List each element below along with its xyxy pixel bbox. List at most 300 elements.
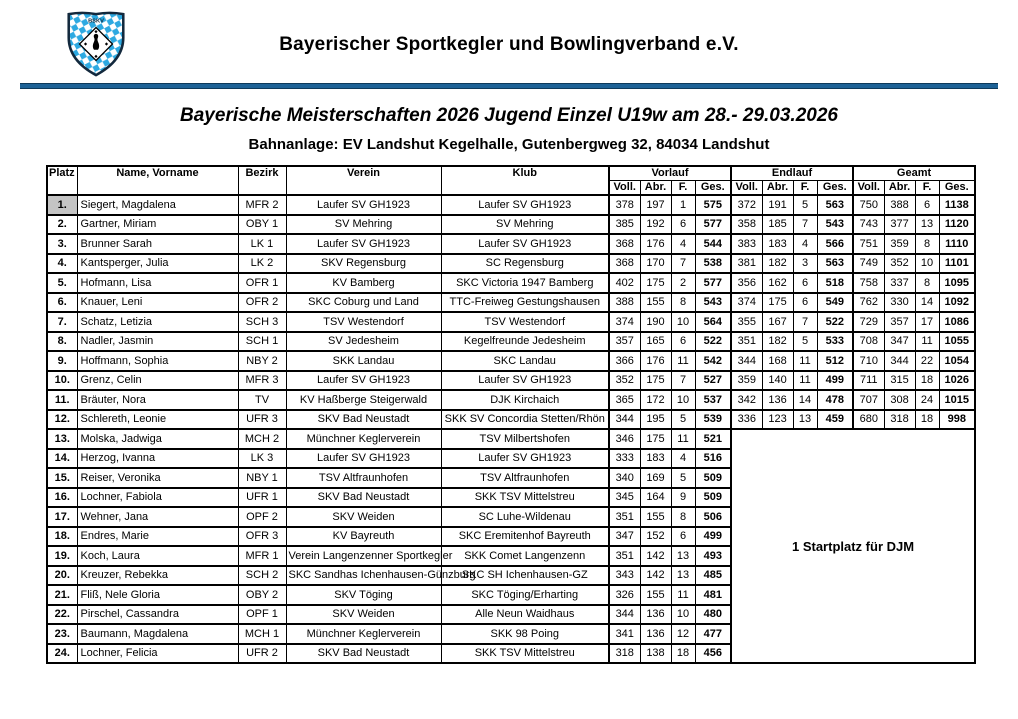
- verein-cell: KV Bayreuth: [286, 527, 441, 547]
- score-cell-vorlauf: 155: [640, 585, 671, 605]
- name-cell: Lochner, Fabiola: [77, 488, 238, 508]
- bezirk-cell: OPF 1: [238, 605, 286, 625]
- score-cell-vorlauf: 7: [671, 254, 695, 274]
- verein-cell: SKK Landau: [286, 351, 441, 371]
- score-cell-vorlauf: 564: [695, 312, 731, 332]
- bezirk-cell: UFR 2: [238, 644, 286, 664]
- score-cell-endlauf: 381: [731, 254, 762, 274]
- klub-cell: Laufer SV GH1923: [441, 195, 609, 215]
- score-cell-vorlauf: 516: [695, 449, 731, 469]
- name-cell: Hoffmann, Sophia: [77, 351, 238, 371]
- score-cell-endlauf: 518: [817, 273, 853, 293]
- bezirk-cell: MFR 2: [238, 195, 286, 215]
- score-cell-vorlauf: 480: [695, 605, 731, 625]
- score-cell-gesamt: 18: [915, 410, 939, 430]
- platz-cell: 12.: [47, 410, 77, 430]
- score-cell-vorlauf: 456: [695, 644, 731, 664]
- score-cell-gesamt: 347: [884, 332, 915, 352]
- score-cell-vorlauf: 1: [671, 195, 695, 215]
- column-group-vorlauf: Vorlauf: [609, 166, 731, 181]
- score-cell-gesamt: 6: [915, 195, 939, 215]
- verein-cell: KV Bamberg: [286, 273, 441, 293]
- venue-line: Bahnanlage: EV Landshut Kegelhalle, Gutenbergweg 32, 84034 Landshut: [248, 136, 770, 153]
- verein-cell: SKV Weiden: [286, 605, 441, 625]
- platz-cell: 16.: [47, 488, 77, 508]
- bezirk-cell: MFR 3: [238, 371, 286, 391]
- score-cell-vorlauf: 197: [640, 195, 671, 215]
- subcolumn-header: F.: [915, 181, 939, 196]
- score-cell-gesamt: 318: [884, 410, 915, 430]
- score-cell-vorlauf: 11: [671, 585, 695, 605]
- column-group-geamt: Geamt: [853, 166, 975, 181]
- score-cell-gesamt: 1095: [939, 273, 975, 293]
- score-cell-vorlauf: 538: [695, 254, 731, 274]
- score-cell-gesamt: 18: [915, 371, 939, 391]
- verein-cell: SKV Bad Neustadt: [286, 410, 441, 430]
- table-row: [47, 390, 975, 410]
- bezirk-cell: MFR 1: [238, 546, 286, 566]
- klub-cell: SKC Landau: [441, 351, 609, 371]
- score-cell-vorlauf: 10: [671, 390, 695, 410]
- score-cell-vorlauf: 2: [671, 273, 695, 293]
- score-cell-vorlauf: 346: [609, 429, 640, 449]
- bezirk-cell: SCH 2: [238, 566, 286, 586]
- name-cell: Nadler, Jasmin: [77, 332, 238, 352]
- table-row: [47, 429, 975, 449]
- bskv-logo-icon: [64, 11, 128, 77]
- klub-cell: TSV Westendorf: [441, 312, 609, 332]
- org-title: Bayerischer Sportkegler und Bowlingverband e.V.: [279, 34, 739, 55]
- score-cell-gesamt: 337: [884, 273, 915, 293]
- name-cell: Lochner, Felicia: [77, 644, 238, 664]
- score-cell-vorlauf: 341: [609, 624, 640, 644]
- header-divider: [20, 83, 998, 89]
- score-cell-vorlauf: 539: [695, 410, 731, 430]
- score-cell-endlauf: 11: [793, 351, 817, 371]
- score-cell-endlauf: 336: [731, 410, 762, 430]
- bezirk-cell: OBY 2: [238, 585, 286, 605]
- score-cell-vorlauf: 152: [640, 527, 671, 547]
- score-cell-vorlauf: 6: [671, 332, 695, 352]
- bezirk-cell: SCH 1: [238, 332, 286, 352]
- score-cell-gesamt: 729: [853, 312, 884, 332]
- platz-cell: 22.: [47, 605, 77, 625]
- bezirk-cell: OFR 3: [238, 527, 286, 547]
- verein-cell: SV Mehring: [286, 215, 441, 235]
- klub-cell: DJK Kirchaich: [441, 390, 609, 410]
- score-cell-vorlauf: 195: [640, 410, 671, 430]
- score-cell-vorlauf: 388: [609, 293, 640, 313]
- score-cell-vorlauf: 402: [609, 273, 640, 293]
- results-table: [46, 165, 976, 664]
- klub-cell: Laufer SV GH1923: [441, 449, 609, 469]
- bezirk-cell: LK 3: [238, 449, 286, 469]
- klub-cell: SC Luhe-Wildenau: [441, 507, 609, 527]
- score-cell-vorlauf: 351: [609, 546, 640, 566]
- score-cell-vorlauf: 344: [609, 410, 640, 430]
- score-cell-vorlauf: 352: [609, 371, 640, 391]
- platz-cell: 13.: [47, 429, 77, 449]
- table-row: [47, 195, 975, 215]
- name-cell: Siegert, Magdalena: [77, 195, 238, 215]
- klub-cell: SKK TSV Mittelstreu: [441, 488, 609, 508]
- score-cell-endlauf: 123: [762, 410, 793, 430]
- column-header-platz: Platz: [47, 166, 77, 195]
- verein-cell: SKV Weiden: [286, 507, 441, 527]
- platz-cell: 10.: [47, 371, 77, 391]
- verein-cell: Laufer SV GH1923: [286, 449, 441, 469]
- score-cell-vorlauf: 136: [640, 605, 671, 625]
- name-cell: Bräuter, Nora: [77, 390, 238, 410]
- score-cell-endlauf: 374: [731, 293, 762, 313]
- score-cell-endlauf: 359: [731, 371, 762, 391]
- event-title: Bayerische Meisterschaften 2026 Jugend Einzel U19w am 28.- 29.03.2026: [180, 105, 838, 126]
- column-header-name: Name, Vorname: [77, 166, 238, 195]
- platz-cell: 24.: [47, 644, 77, 664]
- verein-cell: SKV Bad Neustadt: [286, 644, 441, 664]
- score-cell-vorlauf: 537: [695, 390, 731, 410]
- score-cell-endlauf: 499: [817, 371, 853, 391]
- score-cell-vorlauf: 509: [695, 488, 731, 508]
- score-cell-endlauf: 175: [762, 293, 793, 313]
- score-cell-vorlauf: 138: [640, 644, 671, 664]
- platz-cell: 1.: [47, 195, 77, 215]
- score-cell-endlauf: 358: [731, 215, 762, 235]
- klub-cell: TSV Milbertshofen: [441, 429, 609, 449]
- klub-cell: Alle Neun Waidhaus: [441, 605, 609, 625]
- table-row: [47, 332, 975, 352]
- header-row-groups: [47, 166, 975, 181]
- score-cell-vorlauf: 522: [695, 332, 731, 352]
- bezirk-cell: TV: [238, 390, 286, 410]
- platz-cell: 15.: [47, 468, 77, 488]
- score-cell-gesamt: 22: [915, 351, 939, 371]
- verein-cell: SKV Bad Neustadt: [286, 488, 441, 508]
- score-cell-vorlauf: 368: [609, 254, 640, 274]
- score-cell-vorlauf: 477: [695, 624, 731, 644]
- score-cell-endlauf: 7: [793, 312, 817, 332]
- score-cell-endlauf: 136: [762, 390, 793, 410]
- score-cell-endlauf: 5: [793, 332, 817, 352]
- verein-cell: Laufer SV GH1923: [286, 234, 441, 254]
- score-cell-vorlauf: 575: [695, 195, 731, 215]
- score-cell-vorlauf: 18: [671, 644, 695, 664]
- score-cell-vorlauf: 10: [671, 312, 695, 332]
- score-cell-endlauf: 7: [793, 215, 817, 235]
- score-cell-vorlauf: 169: [640, 468, 671, 488]
- score-cell-endlauf: 566: [817, 234, 853, 254]
- score-cell-endlauf: 182: [762, 254, 793, 274]
- score-cell-gesamt: 377: [884, 215, 915, 235]
- score-cell-vorlauf: 485: [695, 566, 731, 586]
- table-row: [47, 215, 975, 235]
- score-cell-vorlauf: 5: [671, 468, 695, 488]
- name-cell: Grenz, Celin: [77, 371, 238, 391]
- score-cell-endlauf: 478: [817, 390, 853, 410]
- klub-cell: TSV Altfraunhofen: [441, 468, 609, 488]
- klub-cell: SKC Töging/Erharting: [441, 585, 609, 605]
- name-cell: Herzog, Ivanna: [77, 449, 238, 469]
- score-cell-endlauf: 6: [793, 293, 817, 313]
- score-cell-gesamt: 8: [915, 273, 939, 293]
- score-cell-vorlauf: 175: [640, 429, 671, 449]
- score-cell-gesamt: 1026: [939, 371, 975, 391]
- score-cell-gesamt: 1015: [939, 390, 975, 410]
- verein-cell: Münchner Keglerverein: [286, 429, 441, 449]
- score-cell-gesamt: 308: [884, 390, 915, 410]
- score-cell-vorlauf: 175: [640, 371, 671, 391]
- bezirk-cell: OPF 2: [238, 507, 286, 527]
- score-cell-vorlauf: 378: [609, 195, 640, 215]
- score-cell-gesamt: 743: [853, 215, 884, 235]
- score-cell-endlauf: 351: [731, 332, 762, 352]
- score-cell-vorlauf: 192: [640, 215, 671, 235]
- score-cell-vorlauf: 544: [695, 234, 731, 254]
- score-cell-vorlauf: 493: [695, 546, 731, 566]
- logo-letters: BSKV: [88, 18, 104, 25]
- table-row: [47, 351, 975, 371]
- score-cell-vorlauf: 142: [640, 546, 671, 566]
- score-cell-vorlauf: 351: [609, 507, 640, 527]
- score-cell-vorlauf: 345: [609, 488, 640, 508]
- platz-cell: 17.: [47, 507, 77, 527]
- platz-cell: 18.: [47, 527, 77, 547]
- score-cell-vorlauf: 12: [671, 624, 695, 644]
- score-cell-gesamt: 1092: [939, 293, 975, 313]
- verein-cell: TSV Altfraunhofen: [286, 468, 441, 488]
- verein-cell: SKC Sandhas Ichenhausen-Günzburg: [286, 566, 441, 586]
- table-row: [47, 371, 975, 391]
- score-cell-vorlauf: 509: [695, 468, 731, 488]
- score-cell-vorlauf: 326: [609, 585, 640, 605]
- klub-cell: SKC Victoria 1947 Bamberg: [441, 273, 609, 293]
- verein-cell: SKV Töging: [286, 585, 441, 605]
- platz-cell: 14.: [47, 449, 77, 469]
- klub-cell: SC Regensburg: [441, 254, 609, 274]
- name-cell: Fliß, Nele Gloria: [77, 585, 238, 605]
- score-cell-vorlauf: 340: [609, 468, 640, 488]
- subcolumn-header: F.: [671, 181, 695, 196]
- score-cell-endlauf: 167: [762, 312, 793, 332]
- score-cell-vorlauf: 521: [695, 429, 731, 449]
- masthead: [0, 0, 1018, 80]
- table-row: [47, 312, 975, 332]
- score-cell-endlauf: 372: [731, 195, 762, 215]
- bezirk-cell: NBY 2: [238, 351, 286, 371]
- verein-cell: Laufer SV GH1923: [286, 195, 441, 215]
- bezirk-cell: OBY 1: [238, 215, 286, 235]
- bezirk-cell: UFR 3: [238, 410, 286, 430]
- score-cell-endlauf: 183: [762, 234, 793, 254]
- name-cell: Knauer, Leni: [77, 293, 238, 313]
- subcolumn-header: Abr.: [762, 181, 793, 196]
- score-cell-gesamt: 708: [853, 332, 884, 352]
- table-row: [47, 293, 975, 313]
- score-cell-gesamt: 344: [884, 351, 915, 371]
- bezirk-cell: MCH 2: [238, 429, 286, 449]
- score-cell-endlauf: 563: [817, 254, 853, 274]
- score-cell-gesamt: 680: [853, 410, 884, 430]
- name-cell: Schatz, Letizia: [77, 312, 238, 332]
- column-header-klub: Klub: [441, 166, 609, 195]
- score-cell-gesamt: 1120: [939, 215, 975, 235]
- score-cell-vorlauf: 333: [609, 449, 640, 469]
- subcolumn-header: Voll.: [853, 181, 884, 196]
- score-cell-vorlauf: 6: [671, 527, 695, 547]
- name-cell: Baumann, Magdalena: [77, 624, 238, 644]
- score-cell-endlauf: 191: [762, 195, 793, 215]
- score-cell-vorlauf: 165: [640, 332, 671, 352]
- name-cell: Koch, Laura: [77, 546, 238, 566]
- score-cell-vorlauf: 164: [640, 488, 671, 508]
- score-cell-vorlauf: 527: [695, 371, 731, 391]
- verein-cell: TSV Westendorf: [286, 312, 441, 332]
- score-cell-vorlauf: 357: [609, 332, 640, 352]
- platz-cell: 7.: [47, 312, 77, 332]
- startplatz-note: 1 Startplatz für DJM: [731, 429, 975, 663]
- score-cell-endlauf: 140: [762, 371, 793, 391]
- score-cell-gesamt: 711: [853, 371, 884, 391]
- score-cell-endlauf: 182: [762, 332, 793, 352]
- platz-cell: 9.: [47, 351, 77, 371]
- score-cell-vorlauf: 365: [609, 390, 640, 410]
- subcolumn-header: Abr.: [884, 181, 915, 196]
- score-cell-vorlauf: 347: [609, 527, 640, 547]
- bezirk-cell: NBY 1: [238, 468, 286, 488]
- score-cell-endlauf: 543: [817, 215, 853, 235]
- platz-cell: 6.: [47, 293, 77, 313]
- score-cell-endlauf: 549: [817, 293, 853, 313]
- score-cell-endlauf: 14: [793, 390, 817, 410]
- score-cell-endlauf: 459: [817, 410, 853, 430]
- name-cell: Molska, Jadwiga: [77, 429, 238, 449]
- score-cell-gesamt: 1086: [939, 312, 975, 332]
- score-cell-gesamt: 10: [915, 254, 939, 274]
- score-cell-gesamt: 11: [915, 332, 939, 352]
- score-cell-vorlauf: 10: [671, 605, 695, 625]
- verein-cell: Laufer SV GH1923: [286, 371, 441, 391]
- name-cell: Kreuzer, Rebekka: [77, 566, 238, 586]
- score-cell-vorlauf: 11: [671, 429, 695, 449]
- score-cell-endlauf: 162: [762, 273, 793, 293]
- name-cell: Hofmann, Lisa: [77, 273, 238, 293]
- score-cell-gesamt: 359: [884, 234, 915, 254]
- platz-cell: 19.: [47, 546, 77, 566]
- column-header-verein: Verein: [286, 166, 441, 195]
- platz-cell: 8.: [47, 332, 77, 352]
- score-cell-endlauf: 342: [731, 390, 762, 410]
- klub-cell: SKK SV Concordia Stetten/Rhön: [441, 410, 609, 430]
- column-group-endlauf: Endlauf: [731, 166, 853, 181]
- score-cell-gesamt: 749: [853, 254, 884, 274]
- score-cell-gesamt: 750: [853, 195, 884, 215]
- subcolumn-header: Ges.: [939, 181, 975, 196]
- score-cell-gesamt: 388: [884, 195, 915, 215]
- score-cell-gesamt: 330: [884, 293, 915, 313]
- score-cell-gesamt: 707: [853, 390, 884, 410]
- score-cell-vorlauf: 190: [640, 312, 671, 332]
- name-cell: Endres, Marie: [77, 527, 238, 547]
- score-cell-vorlauf: 7: [671, 371, 695, 391]
- score-cell-gesamt: 352: [884, 254, 915, 274]
- score-cell-vorlauf: 13: [671, 566, 695, 586]
- score-cell-vorlauf: 155: [640, 293, 671, 313]
- bezirk-cell: UFR 1: [238, 488, 286, 508]
- verein-cell: KV Haßberge Steigerwald: [286, 390, 441, 410]
- score-cell-endlauf: 355: [731, 312, 762, 332]
- score-cell-vorlauf: 344: [609, 605, 640, 625]
- score-cell-vorlauf: 577: [695, 215, 731, 235]
- subcolumn-header: F.: [793, 181, 817, 196]
- score-cell-gesamt: 13: [915, 215, 939, 235]
- platz-cell: 5.: [47, 273, 77, 293]
- score-cell-vorlauf: 155: [640, 507, 671, 527]
- score-cell-vorlauf: 172: [640, 390, 671, 410]
- score-cell-vorlauf: 499: [695, 527, 731, 547]
- score-cell-vorlauf: 175: [640, 273, 671, 293]
- score-cell-endlauf: 383: [731, 234, 762, 254]
- table-row: [47, 234, 975, 254]
- score-cell-vorlauf: 542: [695, 351, 731, 371]
- bezirk-cell: LK 2: [238, 254, 286, 274]
- score-cell-endlauf: 168: [762, 351, 793, 371]
- platz-cell: 20.: [47, 566, 77, 586]
- score-cell-gesamt: 315: [884, 371, 915, 391]
- platz-cell: 23.: [47, 624, 77, 644]
- score-cell-vorlauf: 142: [640, 566, 671, 586]
- name-cell: Pirschel, Cassandra: [77, 605, 238, 625]
- klub-cell: SV Mehring: [441, 215, 609, 235]
- name-cell: Gartner, Miriam: [77, 215, 238, 235]
- score-cell-gesamt: 762: [853, 293, 884, 313]
- score-cell-vorlauf: 170: [640, 254, 671, 274]
- klub-cell: SKC Eremitenhof Bayreuth: [441, 527, 609, 547]
- score-cell-vorlauf: 13: [671, 546, 695, 566]
- score-cell-gesamt: 1055: [939, 332, 975, 352]
- score-cell-vorlauf: 506: [695, 507, 731, 527]
- score-cell-gesamt: 14: [915, 293, 939, 313]
- score-cell-endlauf: 356: [731, 273, 762, 293]
- score-cell-endlauf: 522: [817, 312, 853, 332]
- score-cell-vorlauf: 176: [640, 234, 671, 254]
- verein-cell: SV Jedesheim: [286, 332, 441, 352]
- subcolumn-header: Ges.: [817, 181, 853, 196]
- column-header-bezirk: Bezirk: [238, 166, 286, 195]
- score-cell-gesamt: 751: [853, 234, 884, 254]
- table-row: [47, 410, 975, 430]
- klub-cell: SKK Comet Langenzenn: [441, 546, 609, 566]
- score-cell-vorlauf: 8: [671, 293, 695, 313]
- platz-cell: 11.: [47, 390, 77, 410]
- bezirk-cell: OFR 1: [238, 273, 286, 293]
- score-cell-vorlauf: 6: [671, 215, 695, 235]
- subcolumn-header: Voll.: [731, 181, 762, 196]
- score-cell-endlauf: 185: [762, 215, 793, 235]
- name-cell: Wehner, Jana: [77, 507, 238, 527]
- verein-cell: Münchner Keglerverein: [286, 624, 441, 644]
- score-cell-endlauf: 5: [793, 195, 817, 215]
- score-cell-vorlauf: 136: [640, 624, 671, 644]
- subcolumn-header: Abr.: [640, 181, 671, 196]
- score-cell-gesamt: 1054: [939, 351, 975, 371]
- verein-cell: Verein Langenzenner Sportkegler: [286, 546, 441, 566]
- score-cell-gesamt: 17: [915, 312, 939, 332]
- subcolumn-header: Voll.: [609, 181, 640, 196]
- klub-cell: SKK TSV Mittelstreu: [441, 644, 609, 664]
- score-cell-endlauf: 4: [793, 234, 817, 254]
- platz-cell: 21.: [47, 585, 77, 605]
- score-cell-gesamt: 1110: [939, 234, 975, 254]
